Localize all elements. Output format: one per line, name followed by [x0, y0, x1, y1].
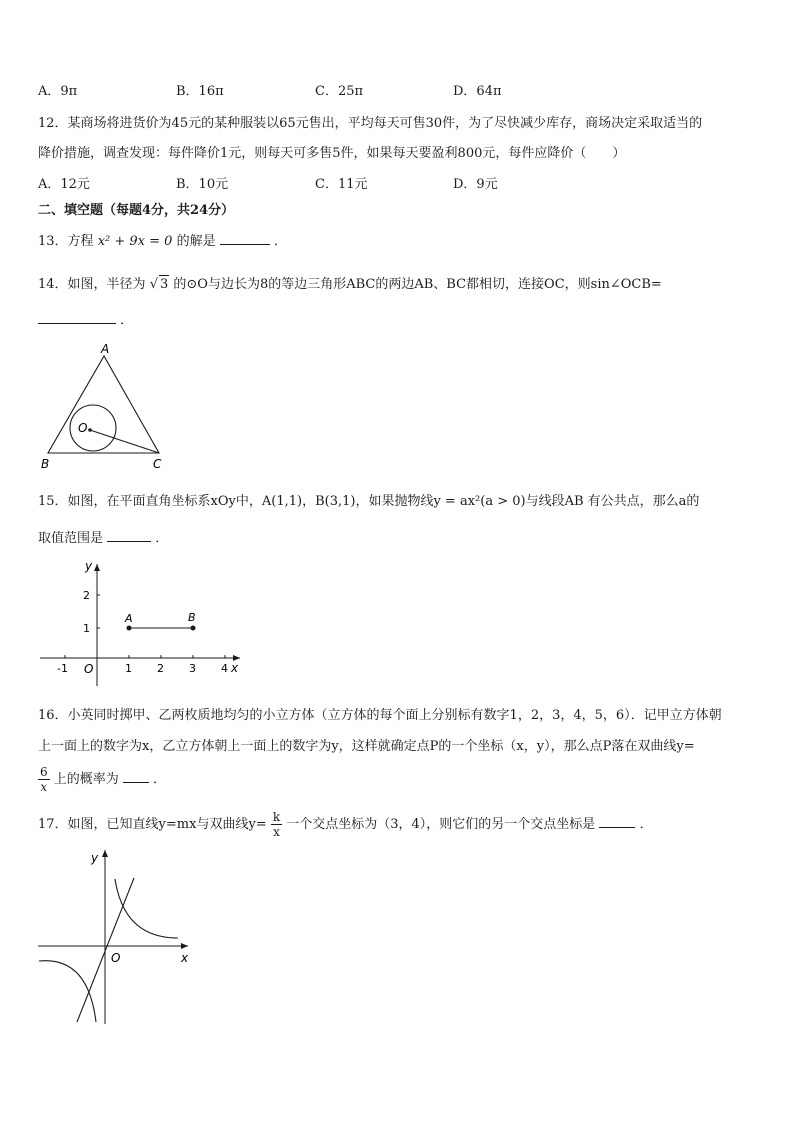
y-axis-arrow — [102, 850, 108, 857]
q17-end: ． — [639, 817, 653, 832]
triangle-abc — [48, 356, 159, 453]
point-b — [191, 626, 196, 631]
label-b: B — [41, 457, 50, 471]
q14-triangle-figure — [38, 344, 178, 474]
x-axis-arrow — [181, 943, 188, 949]
q13-suffix: 的解是 — [176, 234, 216, 249]
q17-text-part2: 一个交点坐标为（3，4），则它们的另一个交点坐标是 — [286, 817, 596, 832]
q12-option-c[interactable]: C．11元 — [315, 177, 368, 192]
y-axis-label: y — [91, 851, 99, 865]
origin-label: O — [84, 662, 94, 676]
sqrt-symbol: √ 3 — [149, 277, 169, 292]
q17-question — [38, 807, 653, 843]
label-point-b: B — [188, 611, 196, 624]
q17-text-part1: 17．如图，已知直线y=mx与双曲线y= — [38, 817, 267, 832]
y-axis-label: y — [85, 559, 93, 573]
x-axis-label: x — [231, 661, 239, 675]
q17-frac-num: k — [272, 810, 281, 824]
q16-text-line2: 上一面上的数字为x，乙立方体朝上一面上的数字为y，这样就确定点P的一个坐标（x，y），那么点P落在双曲线y= — [38, 739, 695, 754]
origin-label: O — [111, 951, 121, 965]
hyperbola-branch-q3 — [39, 961, 96, 1022]
label-point-a: A — [125, 612, 133, 625]
section-title-fill-in: 二、填空题（每题4分，共24分） — [38, 203, 235, 218]
tick-label-x-4: 4 — [221, 662, 228, 675]
tick-label-x-2: 2 — [157, 662, 164, 675]
q17-frac-den: x — [273, 825, 280, 839]
q13-equation: x² + 9x = 0 — [97, 234, 173, 249]
point-o — [88, 428, 92, 432]
q15-answer-blank[interactable] — [107, 541, 151, 542]
q14-end: ． — [120, 313, 134, 328]
q14-text-part2: 的⊙O与边长为8的等边三角形ABC的两边AB、BC都相切，连接OC，则sin∠OCB= — [173, 277, 662, 292]
tick-label-x-neg1: -1 — [57, 662, 68, 675]
q17-answer-blank[interactable] — [599, 827, 635, 828]
q16-text-line3: 上的概率为 — [53, 772, 119, 787]
q11-option-b[interactable]: B．16π — [176, 84, 224, 99]
tick-label-x-3: 3 — [189, 662, 196, 675]
q16-frac-den: x — [40, 780, 48, 794]
q17-hyperbola-figure — [36, 846, 196, 1028]
q11-option-c[interactable]: C．25π — [315, 84, 364, 99]
q12-option-d[interactable]: D．9元 — [453, 177, 498, 192]
incircle-o — [70, 405, 116, 451]
q15-text-line1: 15．如图，在平面直角坐标系xOy中，A(1,1)，B(3,1)，如果抛物线y = ax²(a > 0)与线段AB 有公共点，那么a的 — [38, 494, 700, 509]
q14-answer-blank[interactable] — [38, 323, 116, 324]
point-a — [127, 626, 132, 631]
label-a: A — [101, 342, 110, 356]
q17-fraction — [271, 810, 282, 839]
q14-answer-line — [38, 312, 133, 330]
q12-option-a[interactable]: A．12元 — [38, 177, 90, 192]
q16-frac-num: 6 — [40, 765, 48, 779]
q15-end: ． — [155, 531, 169, 546]
q11-option-d[interactable]: D．64π — [453, 84, 502, 99]
q16-fraction — [38, 765, 50, 794]
q16-answer-line — [38, 762, 166, 798]
hyperbola-branch-q1 — [115, 879, 178, 938]
label-c: C — [153, 457, 162, 471]
q14-text-part1: 14．如图，半径为 — [38, 277, 146, 292]
q16-answer-blank[interactable] — [123, 782, 149, 783]
tick-label-y-1: 1 — [83, 622, 90, 635]
label-o: O — [78, 421, 88, 435]
q13-answer-blank[interactable] — [220, 244, 270, 245]
q12-option-b[interactable]: B．10元 — [176, 177, 229, 192]
tick-label-y-2: 2 — [83, 589, 90, 602]
q16-end: ． — [153, 772, 167, 787]
q14-question — [38, 275, 662, 294]
tick-label-x-1: 1 — [125, 662, 132, 675]
q15-coordinate-figure — [36, 558, 246, 688]
q14-sqrt-arg: 3 — [159, 277, 169, 292]
q13-end: ． — [273, 234, 287, 249]
q12-text-line2: 降价措施，调查发现：每件降价1元，则每天可多售5件，如果每天要盈利800元，每件应降价（ ） — [38, 146, 626, 161]
q11-option-a[interactable]: A．9π — [38, 84, 78, 99]
q15-answer-line — [38, 530, 168, 548]
q16-text-line1: 16．小英同时掷甲、乙两枚质地均匀的小立方体（立方体的每个面上分别标有数字1，2，3，4，5，6）．记甲立方体朝 — [38, 708, 722, 723]
q13-prefix: 13．方程 — [38, 234, 94, 249]
y-axis-arrow — [94, 564, 100, 571]
q13-question — [38, 233, 287, 251]
q12-text-line1: 12．某商场将进货价为45元的某种服装以65元售出，平均每天可售30件，为了尽快减少库存，商场决定采取适当的 — [38, 116, 703, 131]
x-axis-label: x — [181, 951, 189, 965]
q15-text-line2: 取值范围是 — [38, 531, 104, 546]
